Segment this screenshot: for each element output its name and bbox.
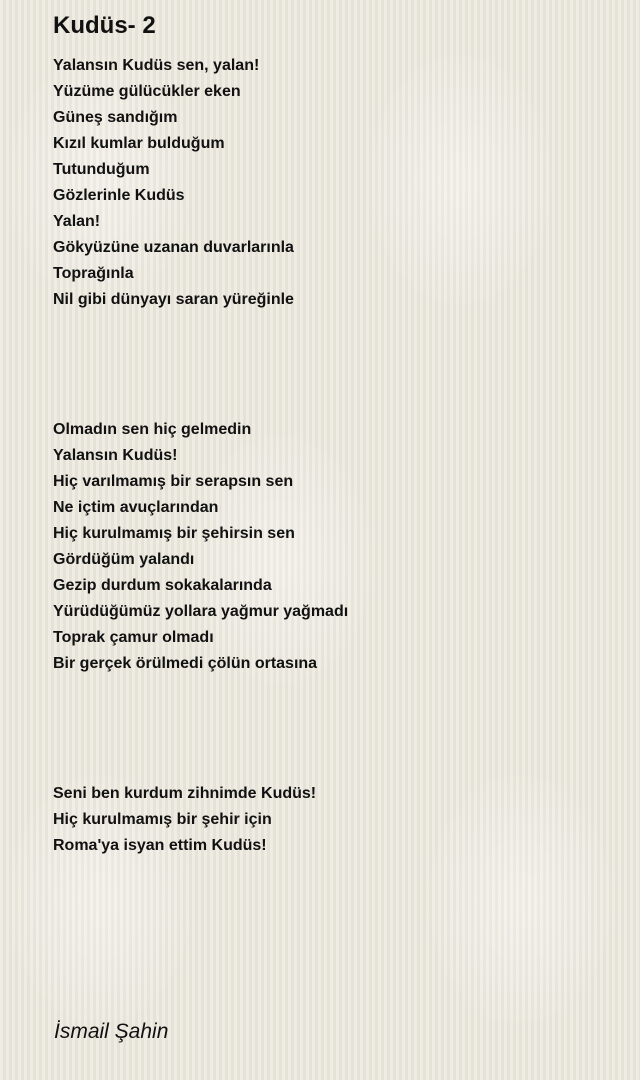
stanza-2 — [53, 417, 613, 677]
stanza-gap — [53, 339, 613, 365]
stanza-gap — [53, 755, 613, 781]
stanza-gap — [53, 365, 613, 391]
poem-line: Yalansın Kudüs sen, yalan! — [53, 57, 260, 74]
poem-line: Gözlerinle Kudüs — [53, 187, 185, 204]
poem-line: Toprak çamur olmadı — [53, 629, 214, 646]
poem-line: Tutunduğum — [53, 161, 150, 178]
stanza-gap — [53, 703, 613, 729]
poem-line: Gördüğüm yalandı — [53, 551, 195, 568]
poem-line: Roma'ya isyan ettim Kudüs! — [53, 837, 267, 854]
poem-line: Yürüdüğümüz yollara yağmur yağmadı — [53, 603, 349, 620]
poem-line: Bir gerçek örülmedi çölün ortasına — [53, 655, 318, 672]
stanza-1 — [53, 53, 613, 313]
stanza-gap — [53, 729, 613, 755]
poem-title: Kudüs- 2 — [53, 12, 156, 39]
poem-line: Hiç kurulmamış bir şehir için — [53, 811, 272, 828]
poem-author: İsmail Şahin — [54, 1020, 169, 1043]
poem-line: Yalan! — [53, 213, 101, 230]
stanza-gap — [53, 391, 613, 417]
poem-line: Ne içtim avuçlarından — [53, 499, 219, 516]
poem-line: Nil gibi dünyayı saran yüreğinle — [53, 291, 294, 308]
poem-line: Olmadın sen hiç gelmedin — [53, 421, 252, 438]
poem-line: Seni ben kurdum zihnimde Kudüs! — [53, 785, 317, 802]
poem-body — [53, 53, 613, 859]
poem-line: Yüzüme gülücükler eken — [53, 83, 241, 100]
stanza-gap — [53, 677, 613, 703]
poem-line: Hiç varılmamış bir serapsın sen — [53, 473, 294, 490]
poem-line: Güneş sandığım — [53, 109, 178, 126]
poem-line: Gökyüzüne uzanan duvarlarınla — [53, 239, 294, 256]
stanza-3 — [53, 781, 613, 859]
poem-line: Yalansın Kudüs! — [53, 447, 178, 464]
poem-line: Gezip durdum sokakalarında — [53, 577, 272, 594]
poem-line: Toprağınla — [53, 265, 134, 282]
poem-line: Kızıl kumlar bulduğum — [53, 135, 225, 152]
poem-line: Hiç kurulmamış bir şehirsin sen — [53, 525, 295, 542]
stanza-gap — [53, 313, 613, 339]
